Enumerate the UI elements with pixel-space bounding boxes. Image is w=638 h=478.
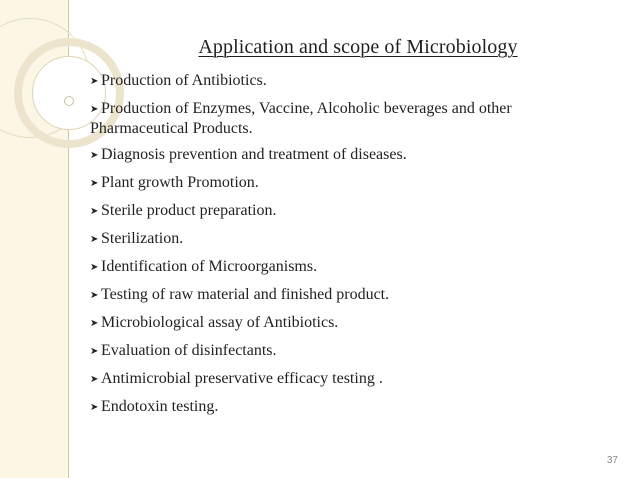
arrowhead-bullet-icon: ➤ xyxy=(90,402,99,413)
bullet-text: Production of Enzymes, Vaccine, Alcoholic beverages and other Pharmaceutical Products. xyxy=(90,100,512,137)
bullet-item xyxy=(90,341,610,361)
bullet-text: Antimicrobial preservative efficacy testing . xyxy=(101,370,383,387)
arrowhead-bullet-icon: ➤ xyxy=(90,234,99,245)
arrowhead-bullet-icon: ➤ xyxy=(90,290,99,301)
bullet-item xyxy=(90,369,610,389)
arrowhead-bullet-icon: ➤ xyxy=(90,374,99,385)
bullet-text: Endotoxin testing. xyxy=(101,398,219,415)
bullet-item xyxy=(90,257,610,277)
arrowhead-bullet-icon: ➤ xyxy=(90,178,99,189)
arrowhead-bullet-icon: ➤ xyxy=(90,76,99,87)
bullet-item xyxy=(90,201,610,221)
arrowhead-bullet-icon: ➤ xyxy=(90,262,99,273)
bullet-text: Sterile product preparation. xyxy=(101,202,277,219)
bullet-text: Sterilization. xyxy=(101,230,184,247)
bullet-item xyxy=(90,71,610,91)
decorative-dot xyxy=(64,96,74,106)
arrowhead-bullet-icon: ➤ xyxy=(90,318,99,329)
arrowhead-bullet-icon: ➤ xyxy=(90,150,99,161)
page-number: 37 xyxy=(606,455,618,466)
bullet-item xyxy=(90,99,610,138)
bullet-text: Plant growth Promotion. xyxy=(101,174,259,191)
bullet-item xyxy=(90,173,610,193)
bullet-text: Microbiological assay of Antibiotics. xyxy=(101,314,339,331)
bullet-text: Testing of raw material and finished product. xyxy=(101,286,390,303)
bullet-text: Identification of Microorganisms. xyxy=(101,258,318,275)
bullet-item xyxy=(90,397,610,417)
bullet-item xyxy=(90,313,610,333)
bullet-list xyxy=(90,71,610,425)
slide-title: Application and scope of Microbiology xyxy=(198,36,518,58)
arrowhead-bullet-icon: ➤ xyxy=(90,104,99,115)
bullet-text: Diagnosis prevention and treatment of diseases. xyxy=(101,146,407,163)
arrowhead-bullet-icon: ➤ xyxy=(90,346,99,357)
bullet-item xyxy=(90,285,610,305)
bullet-item xyxy=(90,145,610,165)
bullet-text: Evaluation of disinfectants. xyxy=(101,342,277,359)
bullet-text: Production of Antibiotics. xyxy=(101,72,267,89)
arrowhead-bullet-icon: ➤ xyxy=(90,206,99,217)
bullet-item xyxy=(90,229,610,249)
